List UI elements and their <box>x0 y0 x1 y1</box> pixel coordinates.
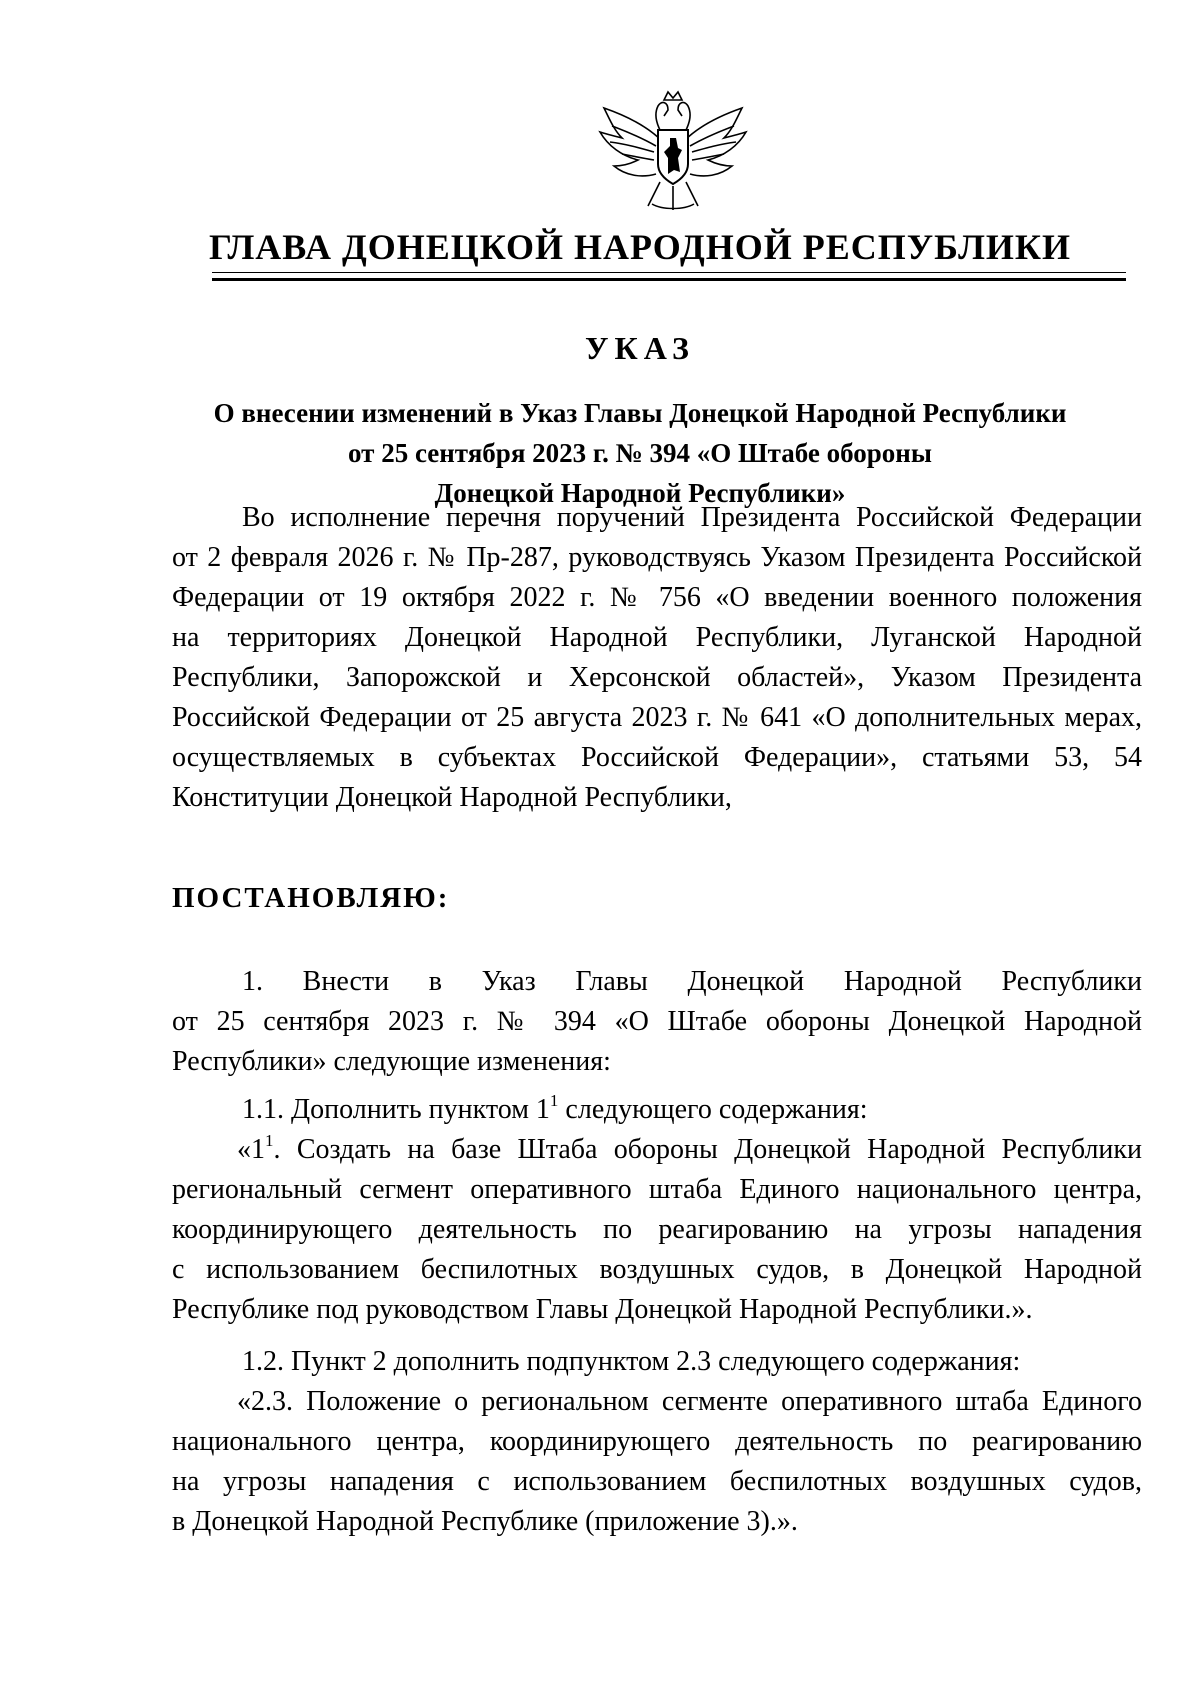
item-1-1-line: с использованием беспилотных воздушных судов, в Донецкой Народной <box>172 1254 1142 1285</box>
item-1-1-heading <box>172 1090 1142 1130</box>
header-rule-thin <box>212 272 1126 273</box>
document-type: УКАЗ <box>585 330 695 366</box>
item-1-1-quote-open: «1 <box>237 1134 265 1165</box>
item-1-1-heading-text-end: следующего содержания: <box>558 1094 868 1125</box>
item-1-line: от 25 сентября 2023 г. № 394 «О Штабе обороны Донецкой Народной <box>172 1006 1142 1037</box>
item-1-1-line: координирующего деятельность по реагированию на угрозы нападения <box>172 1214 1142 1245</box>
item-1-line: 1. Внести в Указ Главы Донецкой Народной Республики <box>242 966 1142 997</box>
item-1-1-line: Республике под руководством Главы Донецкой Народной Республики.». <box>172 1294 1033 1325</box>
item-1-1-heading-sup: 1 <box>549 1091 559 1110</box>
item-1-1-quote-text: . Создать на базе Штаба обороны Донецкой Народной Республики <box>273 1134 1142 1165</box>
decree-word: ПОСТАНОВЛЯЮ: <box>172 882 450 914</box>
item-1-2-line: национального центра, координирующего деятельность по реагированию <box>172 1426 1142 1457</box>
item-1-1-heading-text: 1.1. Дополнить пунктом 1 <box>242 1094 550 1125</box>
item-1-1-line: региональный сегмент оперативного штаба Единого национального центра, <box>172 1174 1142 1205</box>
subject-line: Донецкой Народной Республики» <box>434 478 846 508</box>
document-subject <box>160 393 1120 513</box>
item-1-1-quote-start <box>172 1130 1142 1170</box>
preamble-line: осуществляемых в субъектах Российской Федерации», статьями 53, 54 <box>172 742 1142 773</box>
item-1-1-quote-sup: 1 <box>265 1131 274 1150</box>
preamble-line: Республики, Запорожской и Херсонской областей», Указом Президента <box>172 662 1142 693</box>
item-1-2-line: в Донецкой Народной Республике (приложение 3).». <box>172 1506 798 1537</box>
preamble-line: от 2 февраля 2026 г. № Пр-287, руководствуясь Указом Президента Российской <box>172 542 1142 573</box>
item-1-2-paragraph <box>172 1342 1142 1542</box>
preamble-line: Российской Федерации от 25 августа 2023 г. № 641 «О дополнительных мерах, <box>172 702 1142 733</box>
preamble-line: на территориях Донецкой Народной Республики, Луганской Народной <box>172 622 1142 653</box>
item-1-1-paragraph <box>172 1090 1142 1330</box>
coat-of-arms-emblem <box>592 86 754 216</box>
item-1-2-line: на угрозы нападения с использованием беспилотных воздушных судов, <box>172 1466 1142 1497</box>
item-1-paragraph <box>172 962 1142 1082</box>
item-1-line: Республики» следующие изменения: <box>172 1046 611 1077</box>
preamble-paragraph <box>172 498 1142 818</box>
preamble-line: Во исполнение перечня поручений Президента Российской Федерации <box>242 502 1142 533</box>
item-1-2-heading: 1.2. Пункт 2 дополнить подпунктом 2.3 следующего содержания: <box>242 1346 1021 1377</box>
preamble-line: Конституции Донецкой Народной Республики, <box>172 782 732 813</box>
preamble-line: Федерации от 19 октября 2022 г. № 756 «О введении военного положения <box>172 582 1142 613</box>
issuer-title: ГЛАВА ДОНЕЦКОЙ НАРОДНОЙ РЕСПУБЛИКИ <box>208 227 1072 267</box>
subject-line: О внесении изменений в Указ Главы Донецкой Народной Республики <box>213 398 1067 428</box>
item-1-2-line: «2.3. Положение о региональном сегменте оперативного штаба Единого <box>237 1386 1142 1417</box>
header-rule-thick <box>212 278 1126 281</box>
subject-line: от 25 сентября 2023 г. № 394 «О Штабе обороны <box>348 438 932 468</box>
